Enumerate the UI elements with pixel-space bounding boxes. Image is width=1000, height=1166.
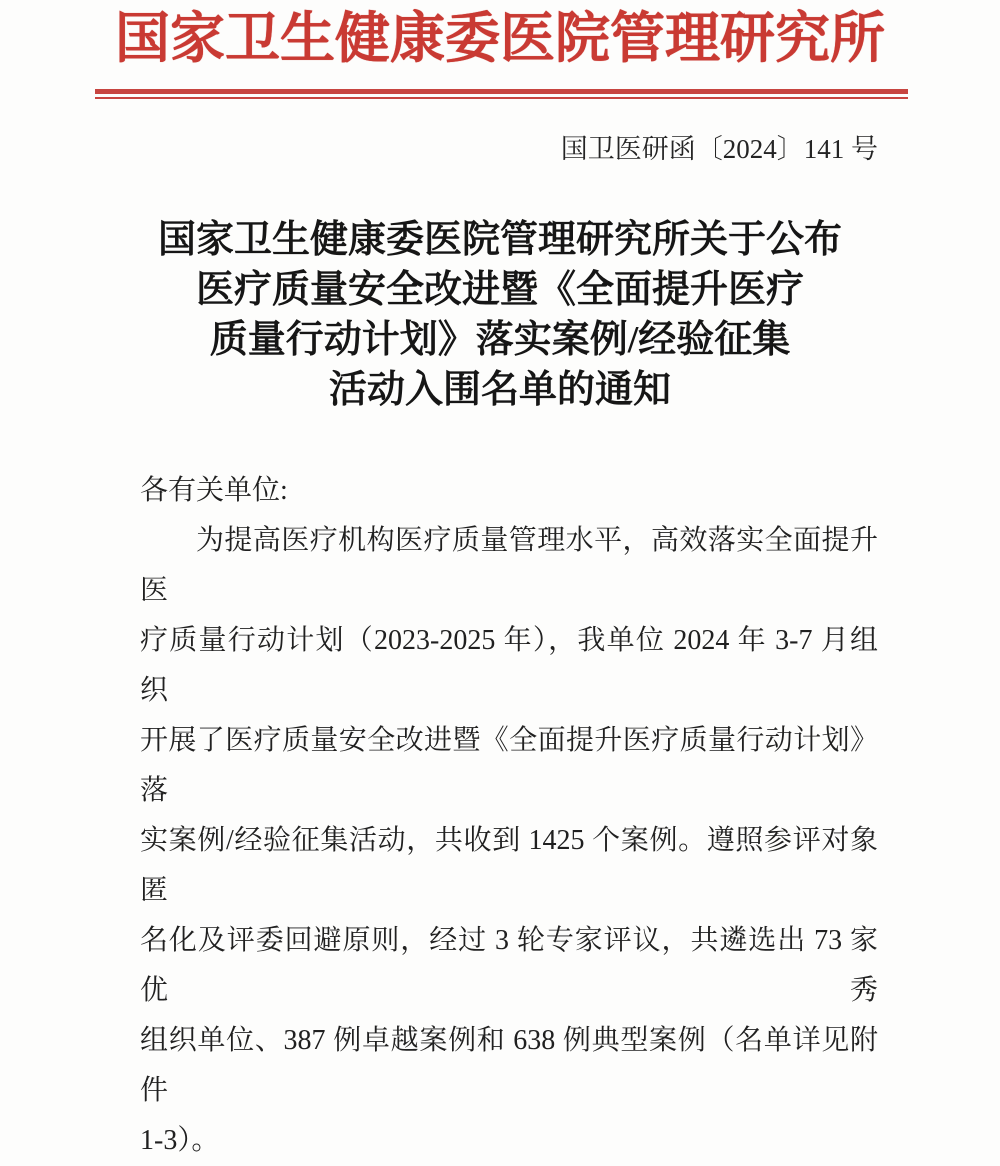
body-line: 组织单位、387 例卓越案例和 638 例典型案例（名单详见附件 [140, 1025, 878, 1106]
notice-body [140, 466, 878, 1166]
salutation: 各有关单位: [140, 475, 288, 506]
notice-title-line: 国家卫生健康委医院管理研究所关于公布 [157, 219, 842, 261]
body-line: 疗质量行动计划（2023-2025 年），我单位 2024 年 3-7 月组织 [140, 625, 878, 706]
letterhead-divider [95, 89, 908, 100]
notice-title-line: 医疗质量安全改进暨《全面提升医疗 [195, 269, 804, 311]
body-line: 开展了医疗质量安全改进暨《全面提升医疗质量行动计划》落 [140, 725, 878, 806]
body-line: 名化及评委回避原则，经过 3 轮专家评议，共遴选出 73 家优秀 [140, 925, 878, 1006]
divider-thin-rule [95, 97, 908, 99]
body-line: 1-3）。 [140, 1125, 220, 1156]
body-line: 为提高医疗机构医疗质量管理水平，高效落实全面提升医 [140, 525, 878, 606]
notice-title-line: 质量行动计划》落实案例/经验征集 [209, 319, 791, 361]
notice-title-line: 活动入围名单的通知 [328, 369, 671, 411]
doc-reference-number: 国卫医研函〔2024〕141 号 [560, 134, 878, 164]
body-line: 实案例/经验征集活动，共收到 1425 个案例。遵照参评对象匿 [140, 825, 878, 906]
divider-thick-rule [95, 89, 908, 94]
notice-title [0, 215, 1000, 415]
letterhead-org-name: 国家卫生健康委医院管理研究所 [114, 8, 885, 69]
